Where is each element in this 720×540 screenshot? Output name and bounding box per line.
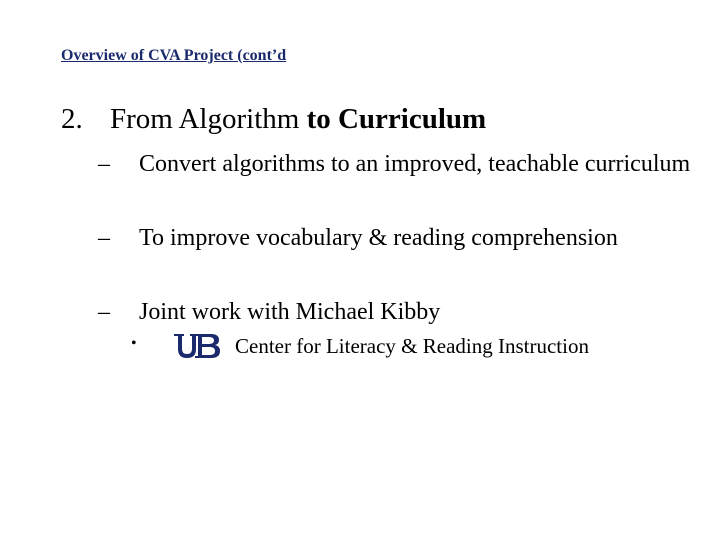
bullet-dot: • <box>131 335 137 352</box>
dash-marker: – <box>98 225 110 251</box>
ub-logo-icon <box>173 332 221 360</box>
bullet-text: To improve vocabulary & reading comprehension <box>139 225 618 251</box>
sub-bullet-text: Center for Literacy & Reading Instruction <box>235 334 589 358</box>
bullet-text: Convert algorithms to an improved, teachable curriculum <box>139 151 691 177</box>
section-heading <box>61 102 486 137</box>
bullet-text: Joint work with Michael Kibby <box>139 299 441 325</box>
section-number: 2. <box>61 103 83 135</box>
dash-marker: – <box>98 151 110 177</box>
section-heading-regular: From Algorithm <box>110 103 307 135</box>
slide-title: Overview of CVA Project (cont’d <box>61 47 287 64</box>
dash-marker: – <box>98 299 110 325</box>
sub-bullet-item <box>131 330 711 366</box>
section-heading-bold: to Curriculum <box>306 103 487 135</box>
